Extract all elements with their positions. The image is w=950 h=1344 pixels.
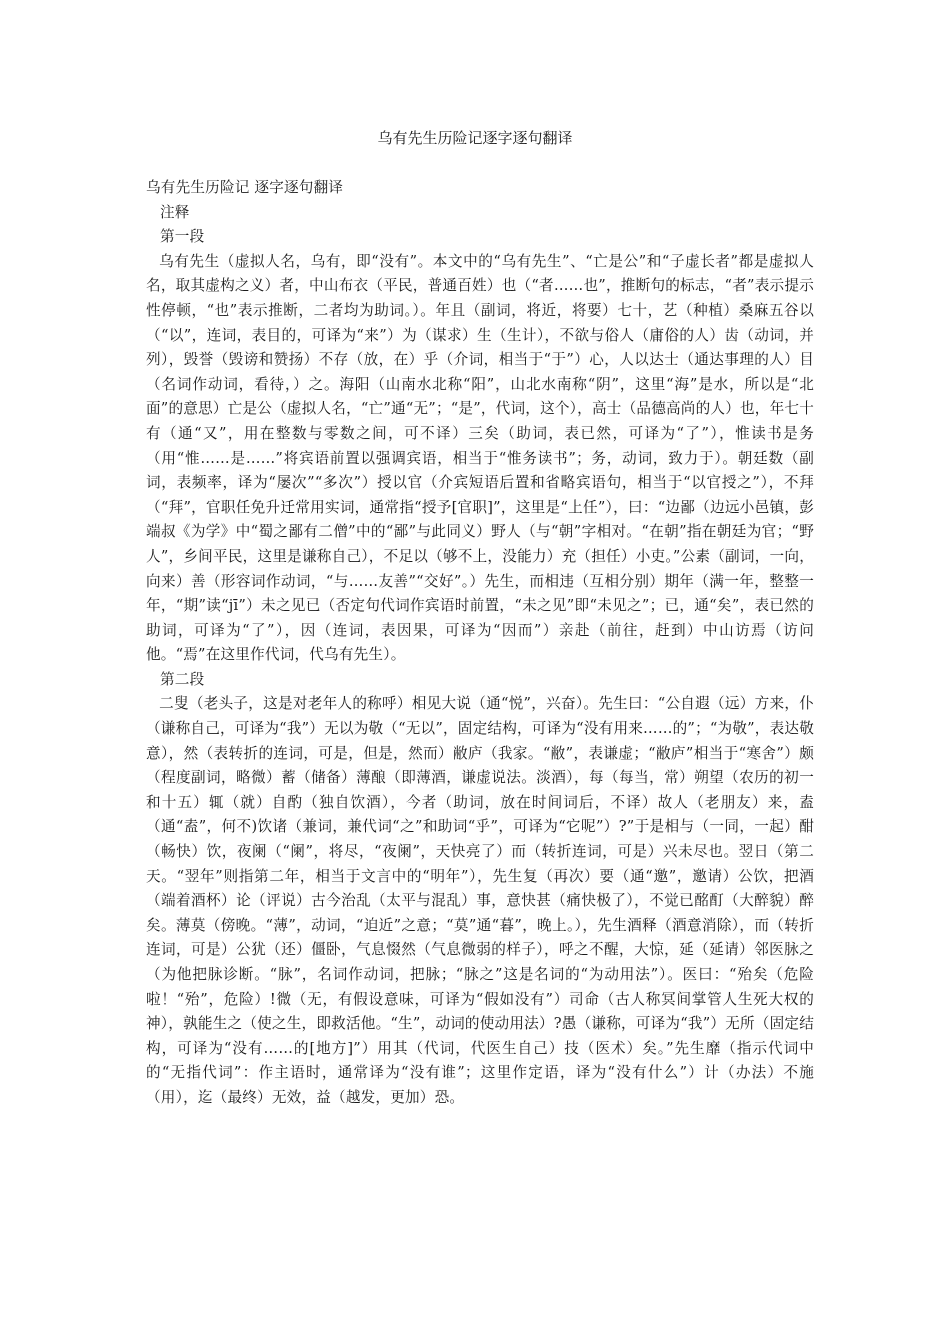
section-1-text: 乌有先生（虚拟人名，乌有，即“没有”。本文中的“乌有先生”、“亡是公”和“子虚长者”都是虚拟人名，取其虚构之义）者，中山布衣（平民，普通百姓）也（“者……也”，推断句的标志，“者”表示提示性停顿，“也”表示推断，二者均为助词。）。年且（副词，将近，将要）七十，艺（种植）桑麻五谷以（“以”，连词，表目的，可译为“来”）为（谋求）生（生计），不欲与俗人（庸俗的人）齿（动词，并列），毁誉（毁谤和赞扬）不存（放，在）乎（介词，相当于“于”）心，人以达士（通达事理的人）目（名词作动词，看待，）之。海阳（山南水北称“阳”，山北水南称“阴”，这里“海”是水，所以是“北面”的意思）亡是公（虚拟人名，“亡”通“无”；“是”，代词，这个），高士（品德高尚的人）也，年七十有（通“又”，用在整数与零数之间，可不译）三矣（助词，表已然，可译为“了”），惟读书是务（用“惟……是……”将宾语前置以强调宾语，相当于“惟务读书”；务，动词，致力于）。朝廷数（副词，表频率，译为“屡次”“多次”）授以官（介宾短语后置和省略宾语句，相当于“以官授之”），不拜（“拜”，官职任免升迁常用实词，通常指“授予[官职]”，这里是“上任”），曰：“边鄙（边远小邑镇，彭端叔《为学》中“蜀之鄙有二僧”中的“鄙”与此同义）野人（与“朝”字相对。“在朝”指在朝廷为官；“野人”，乡间平民，这里是谦称自己），不足以（够不上，没能力）充（担任）小吏。”公素（副词，一向，向来）善（形容词作动词，“与……友善”“交好”。）先生，而相违（互相分别）期年（满一年，整整一年，“期”读“jī”）未之见已（否定句代词作宾语时前置，“未之见”即“未见之”；已，通“矣”，表已然的助词，可译为“了”），因（连词，表因果，可译为“因而”）亲赴（前往，赶到）中山访焉（访问他。“焉”在这里作代词，代乌有先生）。 — [146, 252, 814, 664]
document-title: 乌有先生历险记逐字逐句翻译 — [377, 129, 573, 147]
section-1-heading: 第一段 — [160, 228, 205, 246]
section-2-heading: 第二段 — [160, 670, 205, 688]
notes-label: 注释 — [160, 203, 190, 221]
document-subtitle: 乌有先生历险记 逐字逐句翻译 — [146, 179, 344, 196]
document-body — [146, 176, 814, 1111]
section-2-text: 二叟（老头子，这是对老年人的称呼）相见大说（通“悦”，兴奋）。先生曰：“公自遐（远）方来，仆（谦称自己，可译为“我”）无以为敬（“无以”，固定结构，可译为“没有用来……的”；“为敬”，表达敬意），然（表转折的连词，可是，但是，然而）敝庐（我家。“敝”，表谦虚；“敝庐”相当于“寒舍”）颇（程度副词，略微）蓄（储备）薄酿（即薄酒，谦虚说法。淡酒），每（每当，常）朔望（农历的初一和十五）辄（就）自酌（独自饮酒），今者（助词，放在时间词后，不译）故人（老朋友）来，盍（通“盍”，何不)饮诸（兼词，兼代词“之”和助词“乎”，可译为“它呢”）?”于是相与（一同，一起）酣（畅快）饮，夜阑（“阑”，将尽，“夜阑”，天快亮了）而（转折连词，可是）兴未尽也。翌日（第二天。“翌年”则指第二年，相当于文言中的“明年”），先生复（再次）要（通“邀”，邀请）公饮，把酒（端着酒杯）论（评说）古今治乱（太平与混乱）事，意快甚（痛快极了），不觉已酩酊（大醉貌）醉矣。薄莫（傍晚。“薄”，动词，“迫近”之意；“莫”通“暮”，晚上。），先生酒释（酒意消除），而（转折连词，可是）公犹（还）僵卧，气息惙然（气息微弱的样子），呼之不醒，大惊，延（延请）邻医脉之（为他把脉诊断。“脉”，名词作动词，把脉；“脉之”这是名词的“为动用法”）。医曰：“殆矣（危险啦！“殆”，危险）!微（无，有假设意味，可译为“假如没有”）司命（古人称冥间掌管人生死大权的神），孰能生之（使之生，即救活他。“生”，动词的使动用法）?愚（谦称，可译为“我”）无所（固定结构，可译为“没有……的[地方]”）用其（代词，代医生自己）技（医术）矣。”先生靡（指示代词中的“无指代词”：作主语时，通常译为“没有谁”；这里作定语，译为“没有什么”）计（办法）不施（用），迄（最终）无效，益（越发，更加）恐。 — [146, 695, 814, 1106]
